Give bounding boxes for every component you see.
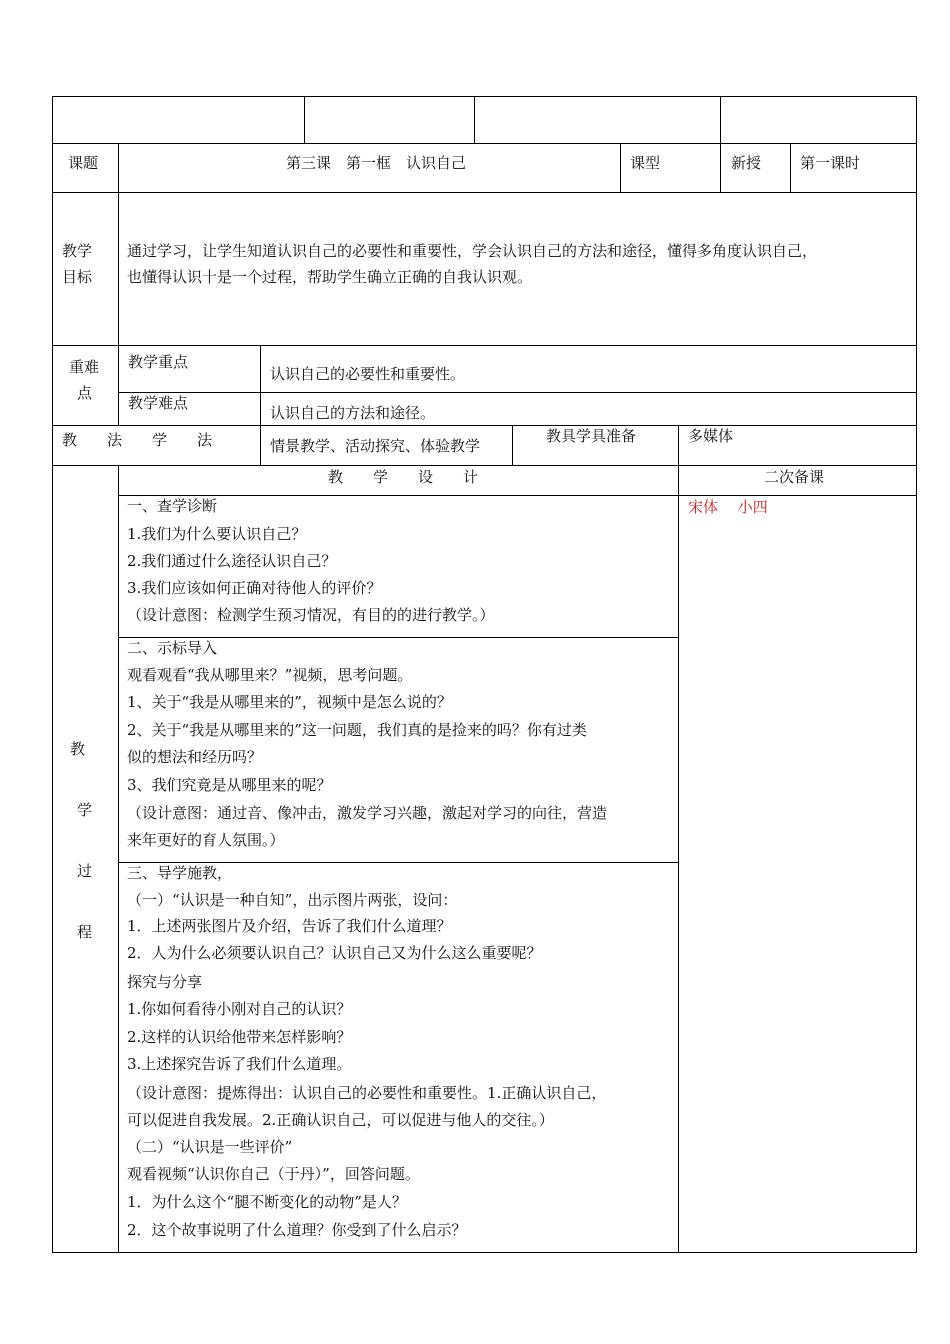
objectives-text: 也懂得认识十是一个过程，帮助学生确立正确的自我认识观。: [127, 268, 533, 286]
subheading: （二）“认识是一些评价”: [127, 1138, 293, 1156]
table-rule: [52, 96, 53, 1253]
table-rule: [52, 425, 917, 426]
tools-value: 多媒体: [688, 427, 734, 445]
difficulty-label: 教学难点: [128, 394, 189, 412]
course-title: 第三课 第一框 认识自己: [286, 154, 467, 172]
course-label: 课题: [68, 154, 99, 172]
list-item: 2.这样的认识给他带来怎样影响？: [127, 1028, 352, 1046]
table-rule: [474, 96, 475, 143]
list-item: 3.我们应该如何正确对待他人的评价？: [127, 579, 382, 597]
table-rule: [52, 96, 917, 97]
objectives-label: 目标: [62, 268, 93, 286]
table-rule: [52, 345, 917, 346]
table-rule: [304, 96, 305, 143]
section-heading: 二、示标导入: [127, 639, 218, 657]
focus-text: 认识自己的必要性和重要性。: [270, 365, 466, 383]
tools-label: 教具学具准备: [546, 427, 637, 445]
design-intent: （设计意图：通过音、像冲击，激发学习兴趣，激起对学习的向往，营造: [127, 804, 608, 822]
list-item: 1、关于“我是从哪里来的”，视频中是怎么说的？: [127, 693, 452, 711]
table-rule: [916, 96, 917, 1253]
list-item: 3.上述探究告诉了我们什么道理。: [127, 1055, 352, 1073]
key-points-label: 重难: [69, 358, 100, 376]
design-intent: （设计意图：提炼得出：认识自己的必要性和重要性。1.正确认识自己，: [127, 1084, 607, 1102]
table-rule: [52, 192, 917, 193]
list-item: 观看视频“认识你自己（于丹）”，回答问题。: [127, 1165, 420, 1183]
process-side-label: 学: [77, 801, 93, 819]
list-item: 似的想法和经历吗？: [127, 748, 263, 766]
table-rule: [118, 495, 917, 496]
font-note: 宋体 小四: [688, 498, 768, 516]
list-item: 2．这个故事说明了什么道理？你受到了什么启示？: [127, 1221, 467, 1239]
second-prep-header: 二次备课: [764, 468, 825, 486]
difficulty-text: 认识自己的方法和途径。: [270, 404, 436, 422]
objectives-text: 通过学习，让学生知道认识自己的必要性和重要性，学会认识自己的方法和途径，懂得多角度认识自己，: [127, 242, 818, 260]
process-side-label: 过: [77, 862, 93, 880]
list-item: 3、我们究竟是从哪里来的呢？: [127, 776, 332, 794]
design-intent: 来年更好的育人氛围。）: [127, 831, 285, 849]
table-rule: [118, 143, 119, 425]
list-item: 2.我们通过什么途径认识自己？: [127, 552, 337, 570]
period-value: 第一课时: [800, 154, 861, 172]
design-header: 教 学 设 计: [328, 468, 479, 486]
table-rule: [512, 425, 513, 465]
list-item: 1.我们为什么要认识自己？: [127, 525, 307, 543]
table-rule: [118, 392, 917, 393]
subheading: 探究与分享: [127, 973, 203, 991]
list-item: 2．人为什么必须要认识自己？认识自己又为什么这么重要呢？: [127, 944, 542, 962]
table-rule: [620, 143, 621, 192]
section-heading: 三、导学施教，: [127, 864, 233, 882]
design-intent: （设计意图：检测学生预习情况，有目的的进行教学。）: [127, 606, 495, 624]
focus-label: 教学重点: [128, 353, 189, 371]
table-rule: [118, 465, 119, 1253]
table-rule: [260, 345, 261, 465]
process-side-label: 教: [70, 740, 86, 758]
list-item: 1．上述两张图片及介绍，告诉了我们什么道理？: [127, 917, 452, 935]
section-heading: 一、查学诊断: [127, 497, 218, 515]
key-points-label: 点: [77, 384, 93, 402]
list-item: （一）“认识是一种自知”，出示图片两张，设问：: [127, 891, 458, 909]
methods-text: 情景教学、活动探究、体验教学: [270, 437, 481, 455]
process-side-label: 程: [77, 923, 93, 941]
table-rule: [52, 465, 917, 466]
list-item: 1．为什么这个“腿不断变化的动物”是人？: [127, 1193, 407, 1211]
table-rule: [52, 1252, 917, 1253]
list-item: 1.你如何看待小刚对自己的认识？: [127, 1000, 352, 1018]
list-item: 2、关于“我是从哪里来的”这一问题，我们真的是捡来的吗？你有过类: [127, 721, 587, 739]
objectives-label: 教学: [62, 242, 93, 260]
list-item: 观看观看“我从哪里来？”视频，思考问题。: [127, 666, 413, 684]
table-rule: [790, 143, 791, 192]
type-label: 课型: [630, 154, 661, 172]
table-rule: [720, 96, 721, 192]
table-rule: [52, 143, 917, 144]
type-value: 新授: [731, 154, 762, 172]
table-rule: [678, 425, 679, 1253]
design-intent: 可以促进自我发展。2.正确认识自己，可以促进与他人的交往。）: [127, 1111, 554, 1129]
methods-label: 教 法 学 法: [62, 431, 213, 449]
